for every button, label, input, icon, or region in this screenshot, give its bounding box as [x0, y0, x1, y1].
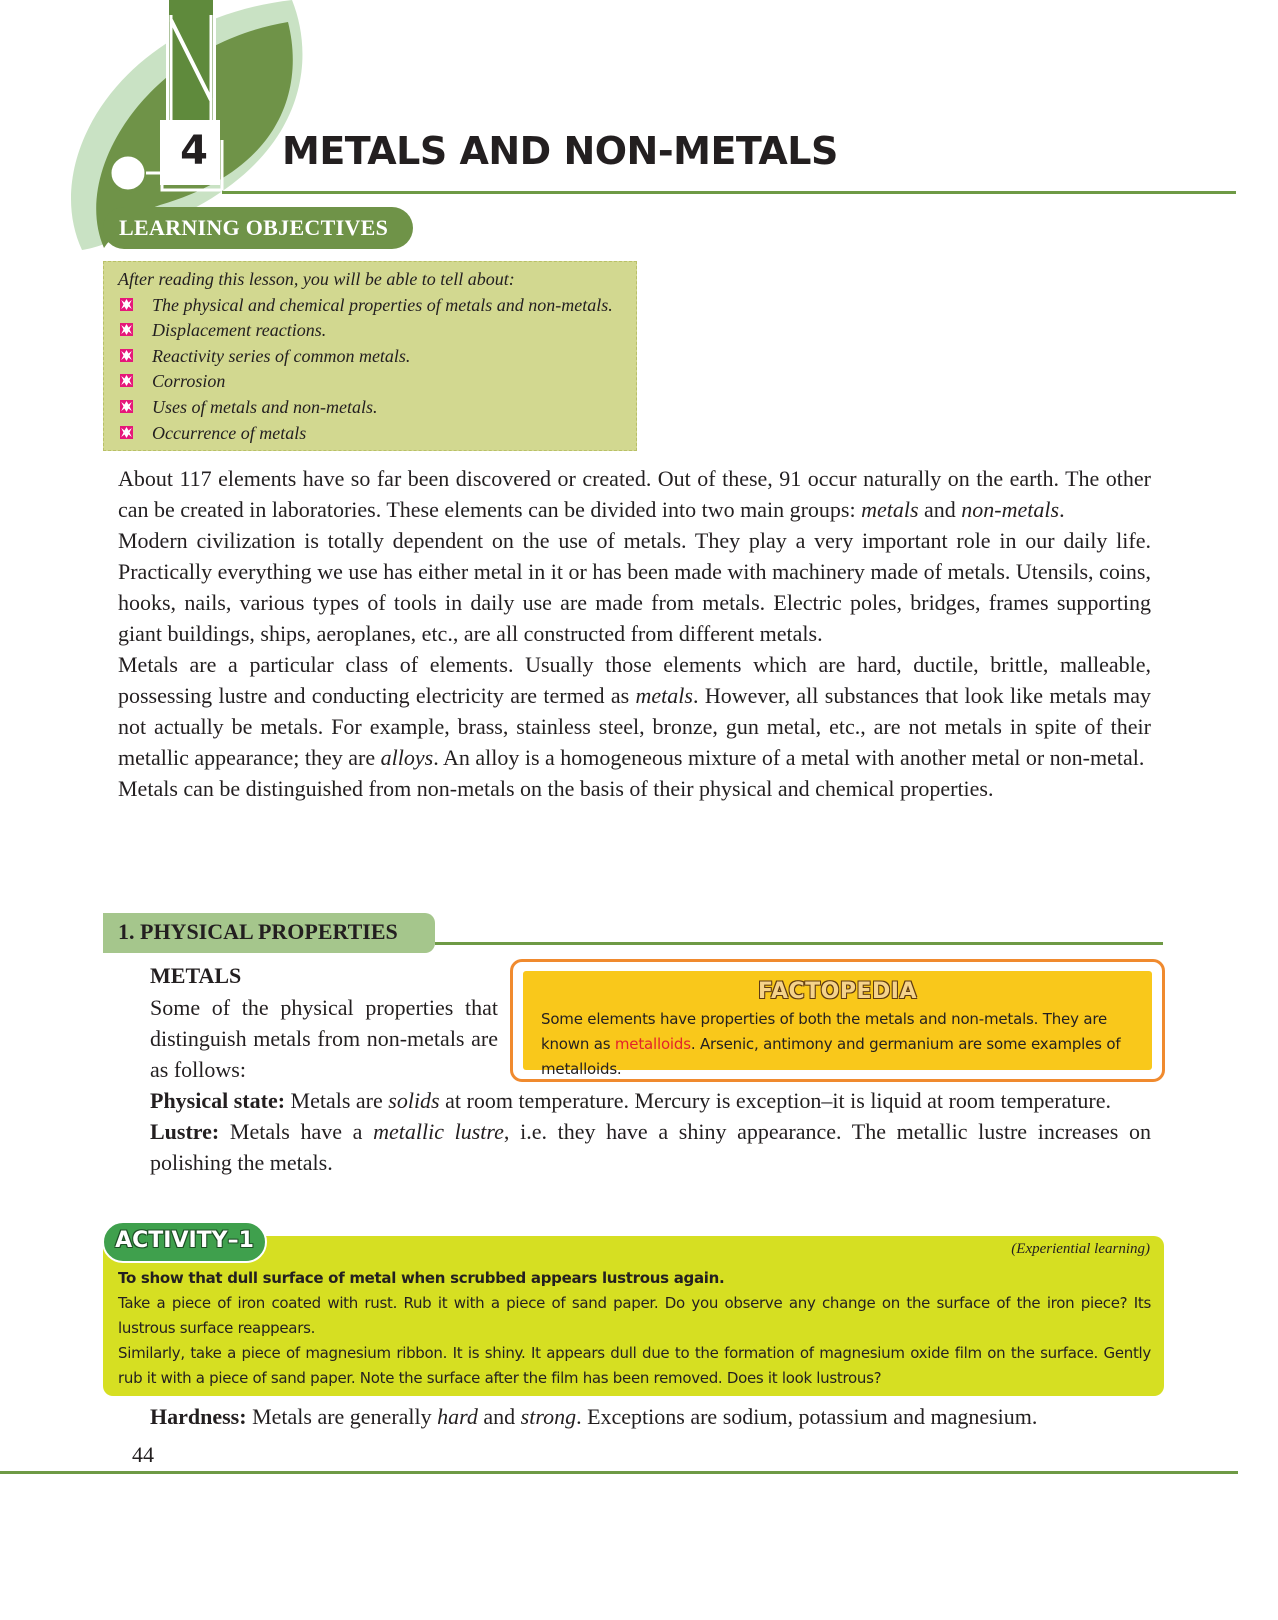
objective-text: Displacement reactions. [152, 320, 327, 341]
maltese-cross-icon [120, 374, 133, 387]
objective-text: Reactivity series of common metals. [152, 345, 411, 366]
metalloids-highlight: metalloids [614, 1035, 691, 1053]
property-text-run: Metals have a [219, 1119, 374, 1144]
factopedia-title: FACTOPEDIA [757, 979, 917, 1004]
objective-item [118, 421, 626, 447]
objective-text: Uses of metals and non-metals. [152, 396, 378, 417]
property-text-run: Metals are [285, 1088, 389, 1113]
term-solids: solids [388, 1088, 440, 1113]
objective-text: The physical and chemical properties of metals and non-metals. [152, 294, 613, 315]
intro-text-run: and [918, 497, 962, 522]
intro-paragraph-3 [118, 649, 1151, 773]
intro-text-run: . However, all substances that look like metals may not actually be metals. For example, brass, stainless steel, bronze, gun metal, etc., are not metals in spite of their metallic appearance; they are [118, 683, 1151, 770]
section-rule [435, 942, 1163, 945]
activity-paragraph-2: Similarly, take a piece of magnesium ribbon. It is shiny. It appears dull due to the formation of magnesium oxide film on the surface. Gently rub it with a piece of sand paper. Note the surface after the film has been removed. Does it look lustrous? [118, 1344, 1151, 1387]
term-strong: strong [520, 1404, 577, 1429]
physical-state-label: Physical state: [150, 1088, 286, 1113]
chapter-number: 4 [180, 128, 208, 174]
learning-objectives-box [103, 261, 637, 451]
term-non-metals: non-metals [961, 497, 1060, 522]
lustre-label: Lustre: [150, 1119, 220, 1144]
lustre-paragraph [150, 1116, 1151, 1178]
intro-text-run: . An alloy is a homogeneous mixture of a metal with another metal or non-metal. [433, 745, 1145, 770]
intro-paragraph-4: Metals can be distinguished from non-metals on the basis of their physical and chemical properties. [118, 776, 994, 801]
maltese-cross-icon [120, 400, 133, 413]
term-alloys: alloys [380, 745, 434, 770]
term-metals: metals [635, 683, 693, 708]
objective-item [118, 395, 626, 421]
title-rule [222, 191, 1236, 194]
maltese-cross-icon [120, 323, 133, 336]
objective-text: Corrosion [152, 371, 226, 392]
hardness-text-run: . Exceptions are sodium, potassium and magnesium. [576, 1404, 1038, 1429]
intro-paragraph-2: Modern civilization is totally dependent on the use of metals. They play a very important role in our daily life. Practically everything we use has either metal in it or has been made with machinery made of metals. Utensils, coins, hooks, nails, various types of tools in daily use are made from metals. Electric poles, bridges, frames supporting giant buildings, ships, aeroplanes, etc., are all constructed from different metals. [118, 528, 1151, 646]
activity-label: ACTIVITY–1 [102, 1221, 267, 1263]
physical-properties [150, 1085, 1151, 1178]
maltese-cross-icon [120, 298, 133, 311]
metals-subheading: METALS [150, 963, 242, 988]
factopedia-box [510, 959, 1165, 1082]
factopedia-text [541, 1007, 1138, 1082]
hardness-paragraph [150, 1401, 1037, 1432]
activity-heading: To show that dull surface of metal when scrubbed appears lustrous again. [118, 1269, 725, 1287]
objective-item [118, 293, 626, 319]
footer-rule [0, 1471, 1238, 1474]
learning-objectives-heading: LEARNING OBJECTIVES [103, 207, 413, 249]
intro-text-run: Metals are a particular class of elements. Usually those elements which are hard, ductile, brittle, malleable, possessing lustre and conducting electricity are termed as [118, 652, 1151, 708]
learning-objectives-intro: After reading this lesson, you will be able to tell about: [118, 269, 515, 289]
property-text-run: at room temperature. Mercury is exception–it is liquid at room temperature. [439, 1088, 1112, 1113]
property-text-run: , i.e. they have a shiny appearance. The metallic lustre increases on polishing the metals. [150, 1119, 1151, 1175]
objective-item [118, 318, 626, 344]
physical-state-paragraph [150, 1085, 1151, 1116]
hardness-label: Hardness: [150, 1404, 247, 1429]
chapter-title: METALS AND NON-METALS [282, 129, 838, 173]
hardness-text [150, 1401, 1037, 1432]
objective-item [118, 344, 626, 370]
objective-text: Occurrence of metals [152, 422, 307, 443]
activity-content [118, 1266, 1151, 1391]
section-heading: 1. PHYSICAL PROPERTIES [103, 913, 435, 953]
hardness-text-run: and [477, 1404, 521, 1429]
term-hard: hard [437, 1404, 478, 1429]
objective-item [118, 369, 626, 395]
factopedia-text-run: Some elements have properties of both the metals and non-metals. They are known as [541, 1010, 1107, 1053]
intro-text-run: . [1059, 497, 1065, 522]
metals-intro: Some of the physical properties that distinguish metals from non-metals are as follows: [150, 995, 498, 1082]
activity-paragraph-1: Take a piece of iron coated with rust. Rub it with a piece of sand paper. Do you observe any change on the surface of the iron piece? Its lustrous surface reappears. [118, 1294, 1151, 1337]
page-number: 44 [132, 1442, 154, 1467]
intro-text-run: About 117 elements have so far been discovered or created. Out of these, 91 occur naturally on the earth. The other can be created in laboratories. These elements can be divided into two main groups: [118, 466, 1151, 522]
factopedia-text-run: . Arsenic, antimony and germanium are some examples of metalloids. [541, 1035, 1121, 1078]
learning-objectives-list [118, 293, 626, 447]
hardness-text-run: Metals are generally [246, 1404, 438, 1429]
activity-type: (Experiential learning) [1011, 1241, 1150, 1257]
intro-paragraph-1 [118, 463, 1151, 525]
maltese-cross-icon [120, 349, 133, 362]
intro-text [118, 463, 1151, 804]
term-metallic-lustre: metallic lustre [373, 1119, 504, 1144]
maltese-cross-icon [120, 426, 133, 439]
factopedia-panel [523, 971, 1152, 1078]
term-metals: metals [861, 497, 919, 522]
